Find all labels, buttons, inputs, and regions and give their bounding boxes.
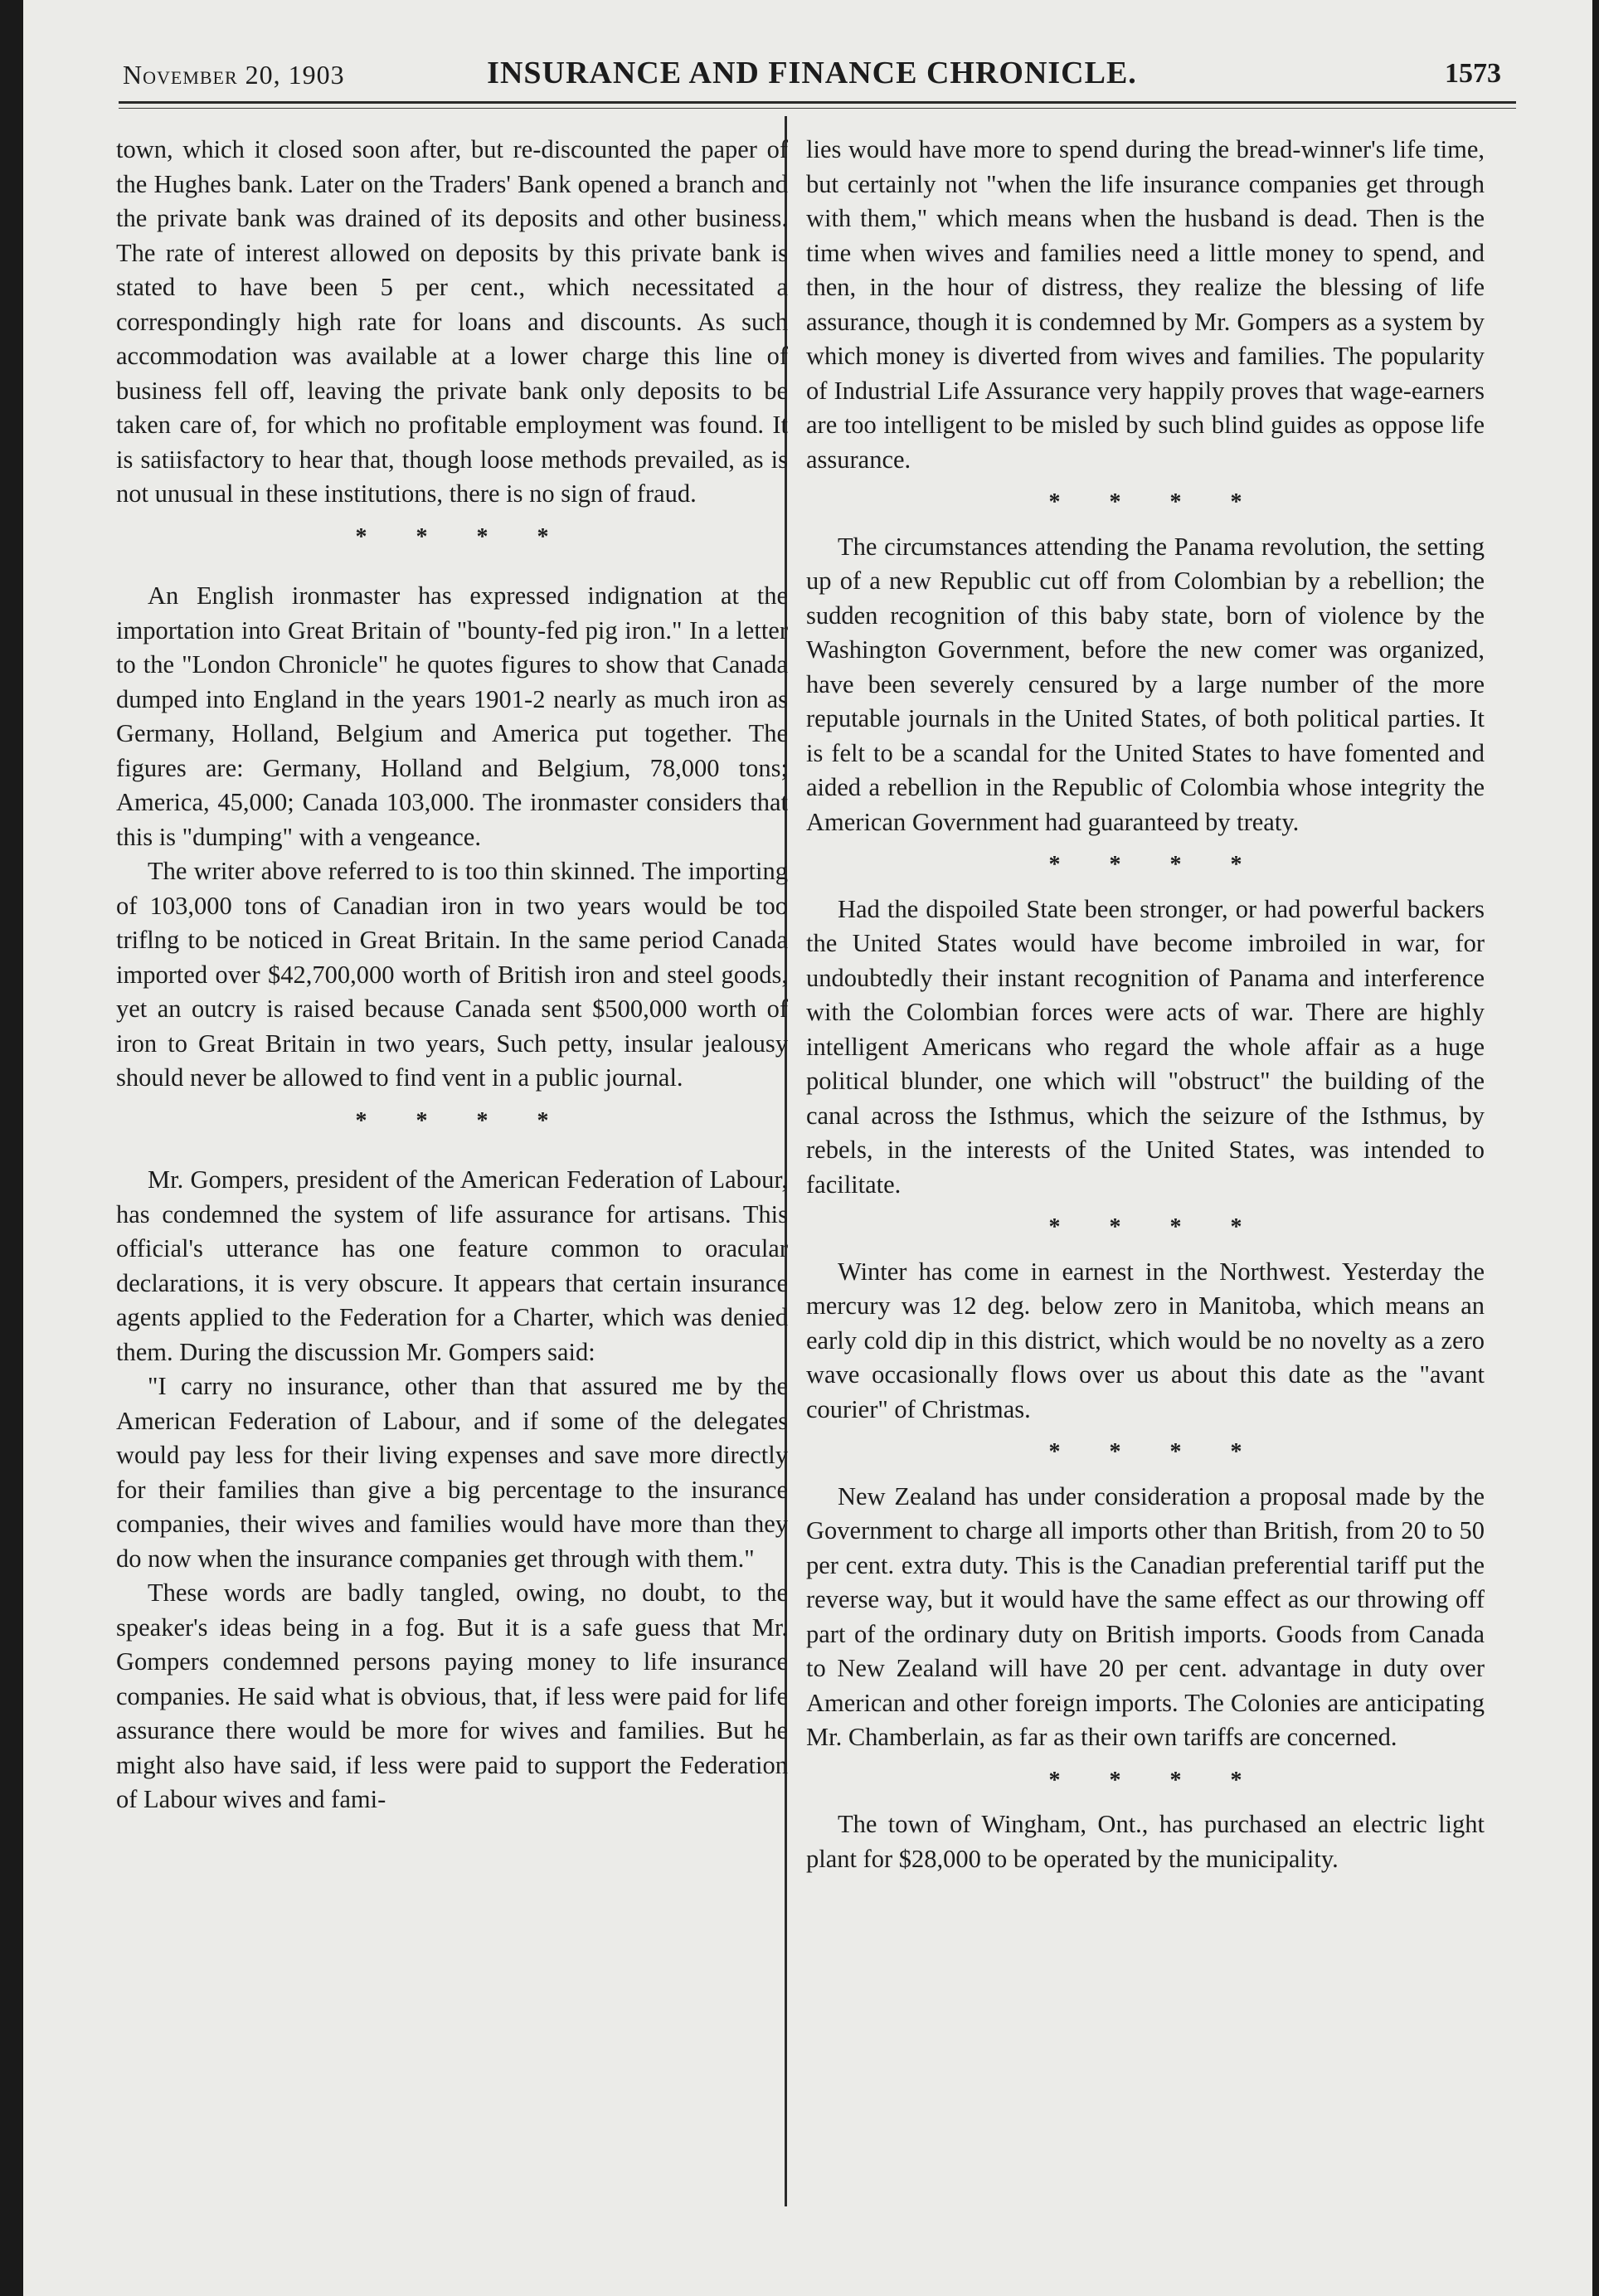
page-number: 1573 — [1445, 58, 1501, 89]
section-separator: * * * * — [355, 523, 571, 550]
section-separator: * * * * — [1048, 1439, 1264, 1465]
article-paragraph: Winter has come in earnest in the Northwest. Yesterday the mercury was 12 deg. below zero in Manitoba, which means an early cold dip in this district, which would be no novelty as a zero wave occasionally flows over us about this date as the "avant courier" of Christmas. — [806, 1257, 1485, 1423]
article-paragraph: Mr. Gompers, president of the American Federation of Labour, has condemned the system of life assurance for artisans. This official's utterance has one feature common to oracular declarations, it is very obscure. It appears that certain insurance agents applied to the Federation for a Charter, which was denied them. During the discussion Mr. Gompers said: — [116, 1165, 788, 1366]
publication-title: INSURANCE AND FINANCE CHRONICLE. — [487, 56, 1137, 90]
article-paragraph: lies would have more to spend during the bread-winner's life time, but certainly not "when the life insurance companies get through with them," which means when the husband is dead. Then is the time when wives and families need a little money to spend, and then, in the hour of distress, they realize the blessing of life assurance, though it is condemned by Mr. Gompers as a system by which money is diverted from wives and families. The popularity of Industrial Life Assurance very happily proves that wage-earners are too intelligent to be misled by such blind guides as oppose life assurance. — [806, 135, 1485, 474]
article-paragraph: town, which it closed soon after, but re-discounted the paper of the Hughes bank. Later on the Traders' Bank opened a branch and the private bank was drained of its deposits and other business. The rate of interest allowed on deposits by this private bank is stated to have been 5 per cent., which necessitated a correspondingly high rate for loans and discounts. As such accommodation was available at a lower charge this line of business fell off, leaving the private bank only deposits to be taken care of, for which no profitable employment was found. It is satiisfactory to hear that, though loose methods prevailed, as is not unusual in these institutions, there is no sign of fraud. — [116, 135, 788, 508]
right-column — [806, 133, 1485, 1876]
section-separator: * * * * — [1048, 852, 1264, 878]
newspaper-page — [23, 0, 1592, 2296]
spacer — [116, 1148, 788, 1163]
article-paragraph: New Zealand has under consideration a proposal made by the Government to charge all imports other than British, from 20 to 50 per cent. extra duty. This is the Canadian preferential tariff put the reverse way, but it would have the same effect as our throwing off part of the ordinary duty on British imports. Goods from Canada to New Zealand will have 20 per cent. advantage in duty over American and other foreign imports. The Colonies are anticipating Mr. Chamberlain, as far as their own tariffs are concerned. — [806, 1481, 1485, 1751]
spacer — [116, 564, 788, 579]
section-separator: * * * * — [355, 1107, 571, 1134]
article-paragraph: The town of Wingham, Ont., has purchased an electric light plant for $28,000 to be operated by the municipality. — [806, 1810, 1485, 1873]
section-separator: * * * * — [1048, 489, 1264, 515]
article-paragraph: These words are badly tangled, owing, no doubt, to the speaker's ideas being in a fog. But it is a safe guess that Mr. Gompers condemned persons paying money to life insurance companies. He said what is obvious, that, if less were paid for life assurance there would be more for wives and families. But he might also have said, if less were paid to support the Federation of Labour wives and fami- — [116, 1578, 788, 1813]
article-paragraph: The circumstances attending the Panama revolution, the setting up of a new Republic cut off from Colombian by a rebellion; the sudden recognition of this baby state, born of violence by the Washington Government, before the new comer was organized, have been severely censured by a large number of the more reputable journals in the United States, of both political parties. It is felt to be a scandal for the United States to have fomented and aided a rebellion in the Republic of Colombia whose integrity the American Government had guaranteed by treaty. — [806, 532, 1485, 836]
header-rule-thin — [119, 108, 1516, 109]
left-column — [116, 133, 788, 1817]
header-rule-thick — [119, 101, 1516, 104]
article-paragraph: The writer above referred to is too thin skinned. The importing of 103,000 tons of Canadian iron in two years would be too triflng to be noticed in Great Britain. In the same period Canada imported over $42,700,000 worth of British iron and steel goods, yet an outcry is raised because Canada sent $500,000 worth of iron to Great Britain in two years, Such petty, insular jealousy should never be allowed to find vent in a public journal. — [116, 857, 788, 1092]
section-separator: * * * * — [1048, 1767, 1264, 1793]
article-paragraph: Had the dispoiled State been stronger, or had powerful backers the United States would have become imbroiled in war, for undoubtedly their instant recognition of Panama and interference with the Colombian forces were acts of war. There are highly intelligent Americans who regard the whole affair as a huge political blunder, one which will "obstruct" the building of the canal across the Isthmus, which the seizure of the Isthmus, by rebels, in the interests of the United States, was intended to facilitate. — [806, 894, 1485, 1199]
running-head — [123, 51, 1501, 101]
section-separator: * * * * — [1048, 1214, 1264, 1240]
issue-date: November 20, 1903 — [123, 60, 345, 90]
article-paragraph: An English ironmaster has expressed indignation at the importation into Great Britain of "bounty-fed pig iron." In a letter to the "London Chronicle" he quotes figures to show that Canada dumped into England in the years 1901-2 nearly as much iron as Germany, Holland, Belgium and America put together. The figures are: Germany, Holland and Belgium, 78,000 tons; America, 45,000; Canada 103,000. The ironmaster considers that this is "dumping" with a vengeance. — [116, 581, 788, 851]
quoted-paragraph: "I carry no insurance, other than that assured me by the American Federation of Labour, and if some of the delegates would pay less for their living expenses and save more directly for their families than give a big percentage to the insurance companies, their wives and families would have more than they do now when the insurance companies get through with them." — [116, 1372, 788, 1573]
